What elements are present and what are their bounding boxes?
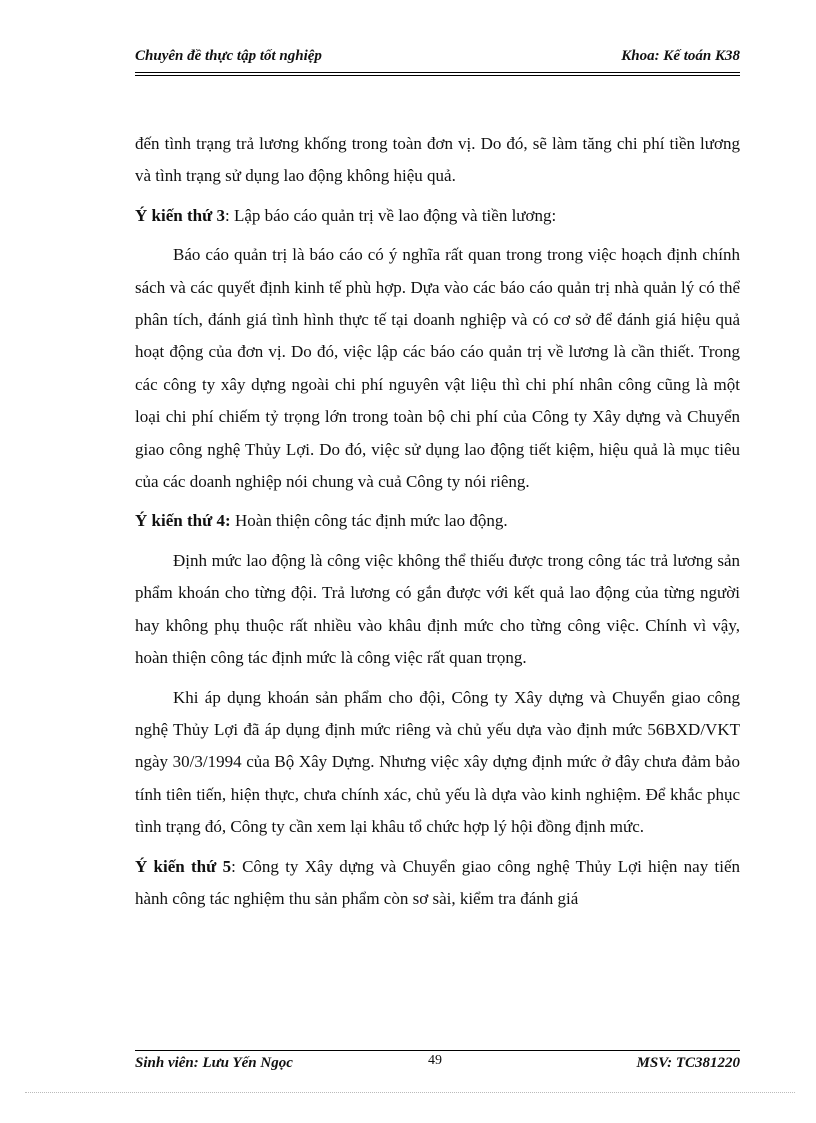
paragraph-piecework: Khi áp dụng khoán sản phẩm cho đội, Công ty Xây dựng và Chuyển giao công nghệ Thủy Lợi đã áp dụng định mức riêng và chủ yếu dựa vào định mức 56BXD/VKT ngày 30/3/1994 của Bộ Xây Dựng. Nhưng việc xây dựng định mức ở đây chưa đảm bảo tính tiên tiến, hiện thực, chưa chính xác, chủ yếu là dựa vào kinh nghiệm. Để khắc phục tình trạng đó, Công ty cần xem lại khâu tổ chức hợp lý hội đồng định mức. (135, 687, 740, 837)
paragraph-labor-norms: Định mức lao động là công việc không thể thiếu được trong công tác trả lương sản phẩm khoán cho từng đội. Trả lương có gắn được với kết quả lao động của từng người hay không phụ thuộc rất nhiều vào khâu định mức cho từng công việc. Chính vì vậy, hoàn thiện công tác định mức là công việc rất quan trọng. (135, 550, 740, 668)
opinion-4-lead: Ý kiến thứ 4: (135, 511, 231, 531)
page-bottom-border (25, 1092, 795, 1093)
paragraph-management-report: Báo cáo quản trị là báo cáo có ý nghĩa rất quan trong trong việc hoạch định chính sách và các quyết định kinh tế phù hợp. Dựa vào các báo cáo quản trị nhà quản lý có thể phân tích, đánh giá tình hình thực tế tại doanh nghiệp và có cơ sở để đánh giá hiệu quả hoạt động của đơn vị. Do đó, việc lập các báo cáo quản trị về lương là cần thiết. Trong các công ty xây dựng ngoài chi phí nguyên vật liệu thì chi phí nhân công cũng là một loại chi phí chiếm tỷ trọng lớn trong toàn bộ chi phí của Công ty Xây dựng và Chuyển giao công nghệ Thủy Lợi. Do đó, việc sử dụng lao động tiết kiệm, hiệu quả là mục tiêu của các doanh nghiệp nói chung và cuả Công ty nói riêng. (135, 245, 740, 492)
footer-student-id: MSV: TC381220 (636, 1055, 740, 1071)
paragraph-opinion-4: Ý kiến thứ 4: Hoàn thiện công tác định mức lao động. (135, 511, 508, 531)
page-header (135, 48, 740, 70)
header-rule (135, 72, 740, 76)
document-body (135, 128, 740, 915)
paragraph-opinion-5: Ý kiến thứ 5: Công ty Xây dựng và Chuyển giao công nghệ Thủy Lợi hiện nay tiến hành công tác nghiệm thu sản phẩm còn sơ sài, kiểm tra đánh giá (135, 856, 740, 908)
footer-student: Sinh viên: Lưu Yến Ngọc (135, 1055, 293, 1071)
page-number: 49 (428, 1053, 442, 1068)
footer-rule (135, 1050, 740, 1051)
paragraph-continuation: đến tình trạng trả lương khống trong toàn đơn vị. Do đó, sẽ làm tăng chi phí tiền lương và tình trạng sử dụng lao động không hiệu quả. (135, 134, 740, 186)
header-department: Khoa: Kế toán K38 (621, 48, 740, 64)
opinion-5-lead: Ý kiến thứ 5 (135, 856, 232, 876)
header-title: Chuyên đề thực tập tốt nghiệp (135, 48, 322, 64)
page-footer (135, 1055, 740, 1077)
paragraph-opinion-3: Ý kiến thứ 3: Lập báo cáo quản trị về lao động và tiền lương: (135, 205, 557, 225)
opinion-3-lead: Ý kiến thứ 3 (135, 205, 226, 225)
